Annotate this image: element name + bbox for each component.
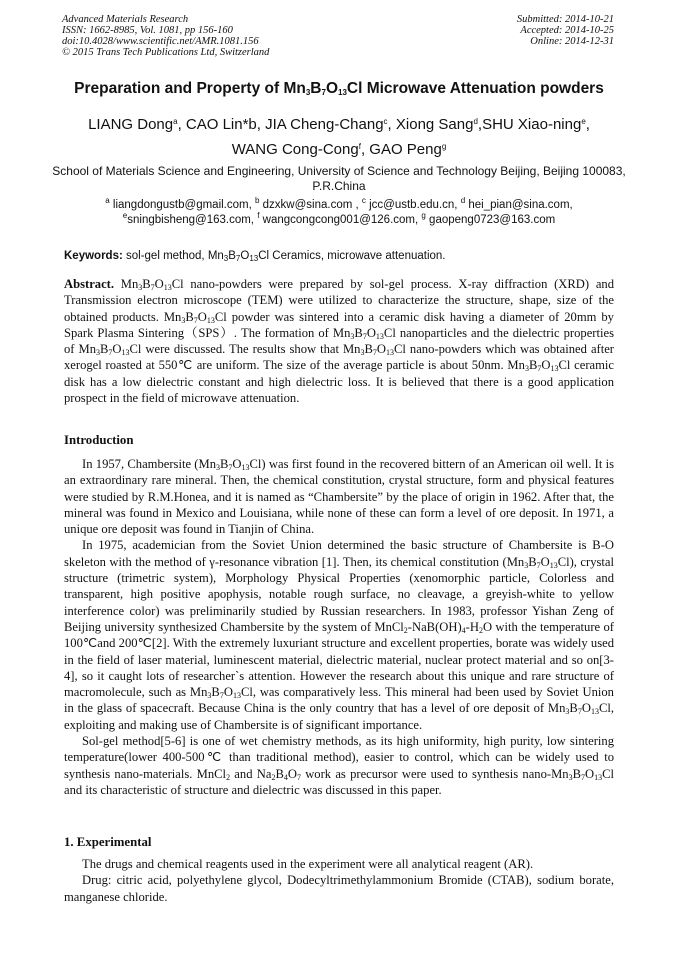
journal-info xyxy=(62,14,269,58)
experimental-body xyxy=(64,856,614,905)
accepted-date: Accepted: 2014-10-25 xyxy=(520,25,614,36)
issn: ISSN: 1662-8985, Vol. 1081, pp 156-160 xyxy=(62,25,233,36)
author-list: LIANG Dong$^a$, CAO Lin*b, JIA Cheng-Chang$^c$, Xiong Sang$^d$,SHU Xiao-ning$^e$, WANG Cong-Cong$^f$, GAO Peng$^g$ xyxy=(88,116,590,158)
experimental-paragraph-2: Drug: citric acid, polyethylene glycol, Dodecyltrimethylammonium Bromide (CTAB), sodium borate, manganese chloride. xyxy=(64,873,614,904)
intro-paragraph-2: In 1975, academician from the Soviet Union determined the basic structure of Chambersite is B-O skeleton with the method of γ-resonance vibration [1]. Then, its chemical constitution $(Mn_3B_7O_{13}Cl)$, crystal structure (trimetric system), Morphology Physical Properties (xenomorphic particle, Colorless and transparent, high positive apophysis, notable rough surface, no cleavage, a greyish-white to yellow interference color) was preliminarily studied by Russian researchers. In 1983, professor Yishan Zeng of Beijing university synthesized Chambersite by the system of $MnCl_2-NaB(OH)_4-H_2O$ with the temperature of 100℃and 200℃[2]. With the extremely luxuriant structure and excellent properties, borate was widely used in the field of laser material, luminescent material, dielectric material, nuclear protect material and so on[3-4], so it caught lots of researcher`s attention. However the research about this unique and rare structure of macromolecule, such as $Mn_3B_7O_{13}Cl$, was comparatively less. This mineral had been used by Soviet Union in the glass of spacecraft. Because China is the only country that has a level of ore deposit of $Mn_3B_7O_{13}Cl$, exploiting and making use of Chambersite is of significant importance. xyxy=(64,538,614,732)
introduction-heading: Introduction xyxy=(64,433,134,447)
abstract: Abstract. $Mn_3B_7O_{13}Cl$ nano-powders were prepared by sol-gel process. X-ray diffraction (XRD) and Transmission electron microscope (TEM) were utilized to characterize the structure, shape, size of the obtained products. $Mn_3B_7O_{13}Cl$ powder was sintered into a ceramic disk having a diameter of 20mm by Spark Plasma Sintering（SPS）. The formation of $Mn_3B_7O_{13}Cl$ nanoparticles and the dielectric properties of $Mn_3B_7O_{13}Cl$ were discussed. The results show that $Mn_3B_7O_{13}Cl$ nano-powders which was obtained after xerogel roasted at 550℃ are uniform. The size of the average particle is about 50nm. $Mn_3B_7O_{13}Cl$ ceramic disk has a low dielectric constant and high dielectric loss. It is believed that there is a good application prospect in the field of microwave attenuation. xyxy=(64,277,615,406)
introduction-body xyxy=(64,456,614,798)
intro-paragraph-3: Sol-gel method[5-6] is one of wet chemistry methods, as its high uniformity, high purity, low sintering temperature(lower 400-500℃ than traditional method), easier to control, which can be widely used to synthesis nano-materials. MnCl$_2$ and $Na_2B_4O_7$ work as precursor were used to synthesis nano-$Mn_3B_7O_{13}Cl$ and its characteristic of structure and dielectric was discussed in this paper. xyxy=(64,734,614,797)
experimental-paragraph-1: The drugs and chemical reagents used in the experiment were all analytical reagent (AR). xyxy=(82,857,534,871)
submitted-date: Submitted: 2014-10-21 xyxy=(516,14,614,25)
publication-dates xyxy=(517,14,614,47)
intro-paragraph-1: In 1957, Chambersite $(Mn_3B_7O_{13}Cl)$ was first found in the recovered bittern of an American oil well. It is an extraordinary rare mineral. Then, the chemical constitution, crystal structure, form and physical features were studied by R.M.Honea, and it is named as “Chambersite” by the place of origin in 1962. After that, the mineral was found in Mexico and Louisiana, while none of these can form a level of ore deposit. In 1971, a unique ore deposit was found in Tianjin of China. xyxy=(64,457,614,537)
author-emails: $^a$ liangdongustb@gmail.com, $^b$ dzxkw@sina.com , $^c$ jcc@ustb.edu.cn, $^d$ hei_pian@sina.com, $^e$sningbisheng@163.com, $^f$ wangcongcong001@126.com, $^g$ gaopeng0723@163.com xyxy=(105,196,573,226)
journal-name: Advanced Materials Research xyxy=(62,14,189,25)
copyright: © 2015 Trans Tech Publications Ltd, Switzerland xyxy=(62,47,270,58)
keywords: Keywords: sol-gel method, $Mn_3B_7O_{13}Cl$ Ceramics, microwave attenuation. xyxy=(64,250,446,263)
online-date: Online: 2014-12-31 xyxy=(530,36,614,47)
experimental-heading: 1. Experimental xyxy=(64,835,152,849)
doi[interactable]: doi:10.4028/www.scientific.net/AMR.1081.156 xyxy=(62,36,259,47)
affiliation: School of Materials Science and Engineering, University of Science and Technology Beijing, Beijing 100083, P.R.China xyxy=(52,164,626,193)
paper-title: Preparation and Property of $Mn_3B_7O_{13}Cl$ Microwave Attenuation powders xyxy=(74,80,604,97)
